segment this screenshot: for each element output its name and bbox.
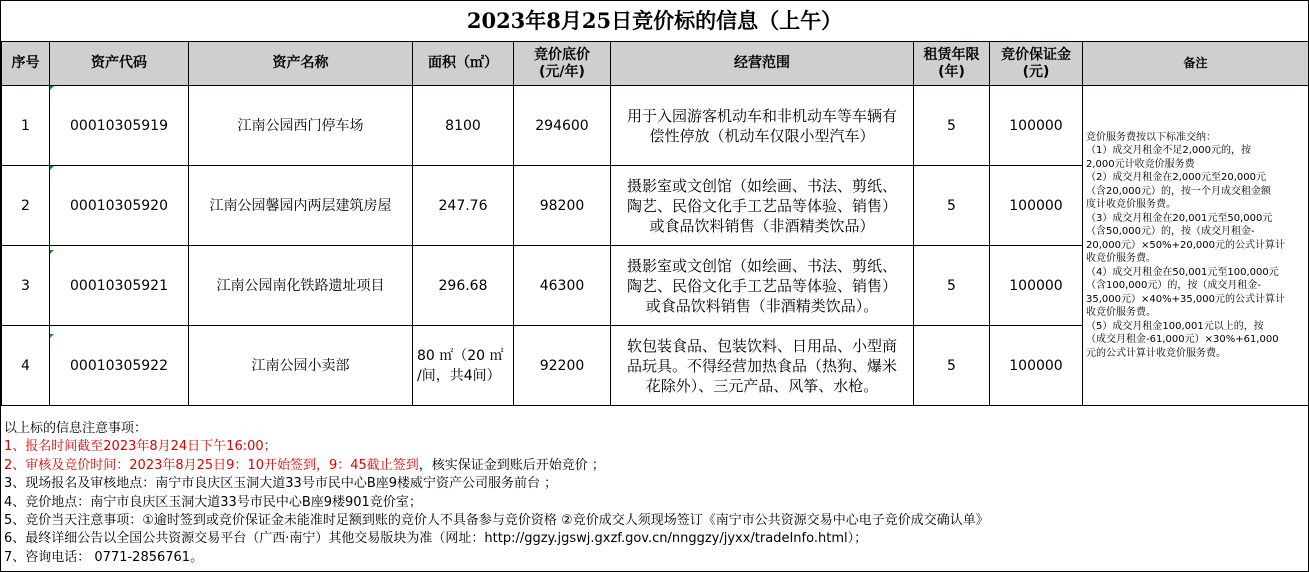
cell-comment-marker xyxy=(50,166,54,170)
cell-code[interactable]: 00010305922 xyxy=(50,326,189,406)
header-code[interactable]: 资产代码 xyxy=(50,42,189,86)
cell-seq[interactable]: 4 xyxy=(2,326,50,406)
note-auction-time xyxy=(4,457,1304,475)
cell-comment-marker xyxy=(50,250,54,254)
cell-area[interactable]: 296.68 xyxy=(413,246,514,326)
remark-cell[interactable]: 竞价服务费按以下标准交纳： （1）成交月租金不足2,000元的，按 2,000元计收竞价服务费 （2）成交月租金在2,000元至20,000元 （含20,000元）的，按一个月成交租金额 度计收竞价服务费。 （3）成交月租金在20,001元至50,000元 （含50,000元）的，按（成交月租金- 20,000元）×50%+20,000元的公式计算计 收竞价服务费。 （4）成交月租金在50,001元至100,000元 （含100,000元）的，按（成交月租金- 35,000元）×40%+35,000元的公式计算计 收竞价服务费。 （5）成交月租金100,001元以上的，按 （成交月租金-61,000元）×30%+61,000 元的公式计算计收竞价服务费。 xyxy=(1083,86,1309,406)
header-seq[interactable]: 序号 xyxy=(2,42,50,86)
header-term-line1: 租赁年限 xyxy=(923,46,980,63)
cell-code[interactable]: 00010305920 xyxy=(50,166,189,246)
note-auction-time-rest: ，核实保证金到账后开始竞价 ； xyxy=(418,457,605,473)
cell-price[interactable]: 294600 xyxy=(514,86,611,166)
cell-code[interactable]: 00010305919 xyxy=(50,86,189,166)
header-scope[interactable]: 经营范围 xyxy=(611,42,914,86)
header-price[interactable] xyxy=(514,42,611,86)
cell-comment-marker xyxy=(50,86,54,90)
note-contact-phone: 7、咨询电话： 0771-2856761。 xyxy=(4,549,204,565)
header-area[interactable]: 面积（㎡） xyxy=(413,42,514,86)
note-day-of-auction: 5、竞价当天注意事项：①逾时签到或竞价保证金未能准时足额到账的竞价人不具备参与竞价资格 ②竞价成交人须现场签订《南宁市公共资源交易中心电子竞价成交确认单》 xyxy=(4,513,989,529)
cell-price[interactable]: 98200 xyxy=(514,166,611,246)
header-term-line2: (年) xyxy=(938,63,965,80)
sheet-title: 2023年8月25日竞价标的信息（上午） xyxy=(1,1,1308,42)
cell-area[interactable]: 247.76 xyxy=(413,166,514,246)
cell-comment-marker xyxy=(50,334,54,338)
cell-deposit[interactable]: 100000 xyxy=(990,166,1083,246)
cell-scope[interactable]: 软包装食品、包装饮料、日用品、小型商 品玩具。不得经营加热食品（热狗、爆米 花除外）、三元产品、风筝、水枪。 xyxy=(611,326,914,406)
cell-seq[interactable]: 3 xyxy=(2,246,50,326)
cell-term[interactable]: 5 xyxy=(914,326,990,406)
header-row xyxy=(2,42,1309,86)
cell-seq[interactable]: 2 xyxy=(2,166,50,246)
table-row xyxy=(2,86,1309,166)
note-auction-time-red: 2、审核及竞价时间：2023年8月25日9：10开始签到，9：45截止签到 xyxy=(4,457,419,473)
cell-deposit[interactable]: 100000 xyxy=(990,86,1083,166)
cell-term[interactable]: 5 xyxy=(914,166,990,246)
note-final-announcement: 6、最终详细公告以全国公共资源交易平台（广西·南宁）其他交易版块为准（网址：http://ggzy.jgswj.gxzf.gov.cn/nnggzy/jyxx/tradeInfo.html）； xyxy=(4,531,868,547)
header-deposit[interactable] xyxy=(990,42,1083,86)
header-price-line2: (元/年) xyxy=(539,63,585,80)
cell-code[interactable]: 00010305921 xyxy=(50,246,189,326)
cell-term[interactable]: 5 xyxy=(914,246,990,326)
notes-heading: 以上标的信息注意事项： xyxy=(4,421,148,436)
auction-table xyxy=(1,41,1309,406)
notes-block xyxy=(1,420,1304,567)
cell-area[interactable]: 80 ㎡（20 ㎡ /间，共4间） xyxy=(413,326,514,406)
cell-name[interactable]: 江南公园馨园内两层建筑房屋 xyxy=(189,166,413,246)
cell-scope[interactable]: 用于入园游客机动车和非机动车等车辆有 偿性停放（机动车仅限小型汽车） xyxy=(611,86,914,166)
cell-price[interactable]: 92200 xyxy=(514,326,611,406)
cell-scope[interactable]: 摄影室或文创馆（如绘画、书法、剪纸、 陶艺、民俗文化手工艺品等体验、销售） 或食品饮料销售（非酒精类饮品）。 xyxy=(611,246,914,326)
cell-name[interactable]: 江南公园西门停车场 xyxy=(189,86,413,166)
cell-scope[interactable]: 摄影室或文创馆（如绘画、书法、剪纸、 陶艺、民俗文化手工艺品等体验、销售） 或食品饮料销售（非酒精类饮品） xyxy=(611,166,914,246)
cell-name[interactable]: 江南公园南化铁路遗址项目 xyxy=(189,246,413,326)
cell-price[interactable]: 46300 xyxy=(514,246,611,326)
note-auction-place: 4、竞价地点：南宁市良庆区玉洞大道33号市民中心B座9楼901竞价室； xyxy=(4,494,422,510)
cell-area[interactable]: 8100 xyxy=(413,86,514,166)
header-price-line1: 竞价底价 xyxy=(534,46,590,63)
note-registration-deadline: 1、报名时间截至2023年8月24日下午16:00； xyxy=(4,439,277,455)
cell-term[interactable]: 5 xyxy=(914,86,990,166)
header-deposit-line2: (元) xyxy=(1022,63,1050,80)
header-remark[interactable]: 备注 xyxy=(1083,42,1309,86)
cell-seq[interactable]: 1 xyxy=(2,86,50,166)
header-deposit-line1: 竞价保证金 xyxy=(1001,46,1071,63)
cell-deposit[interactable]: 100000 xyxy=(990,246,1083,326)
note-registration-place: 3、现场报名及审核地点：南宁市良庆区玉洞大道33号市民中心B座9楼威宁资产公司服务前台 ； xyxy=(4,476,558,492)
header-term[interactable] xyxy=(914,42,990,86)
header-name[interactable]: 资产名称 xyxy=(189,42,413,86)
cell-deposit[interactable]: 100000 xyxy=(990,326,1083,406)
cell-name[interactable]: 江南公园小卖部 xyxy=(189,326,413,406)
